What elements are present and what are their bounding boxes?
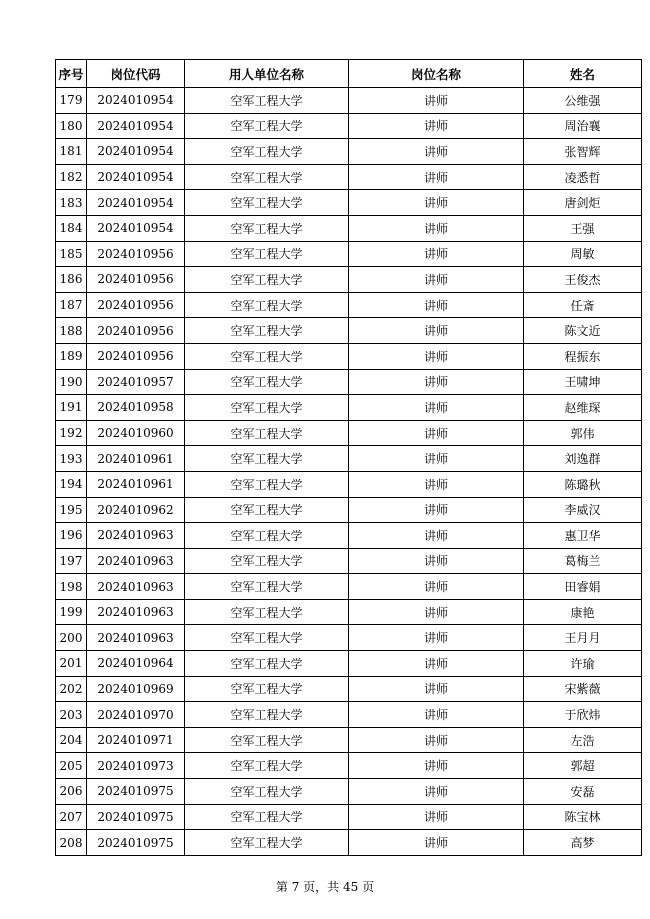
- table-row: [56, 343, 642, 369]
- cell-employer: 空军工程大学: [185, 164, 349, 190]
- cell-employer: 空军工程大学: [185, 292, 349, 318]
- cell-post-code: 2024010975: [87, 804, 185, 830]
- cell-post-code: 2024010954: [87, 190, 185, 216]
- cell-seq: 195: [56, 497, 87, 523]
- cell-post-name: 讲师: [349, 88, 524, 114]
- cell-seq: 199: [56, 599, 87, 625]
- header-post-name: 岗位名称: [349, 60, 524, 88]
- table-row: [56, 88, 642, 114]
- cell-post-code: 2024010963: [87, 599, 185, 625]
- cell-post-name: 讲师: [349, 574, 524, 600]
- cell-person-name: 陈文近: [524, 318, 642, 344]
- cell-seq: 185: [56, 241, 87, 267]
- cell-post-name: 讲师: [349, 599, 524, 625]
- cell-post-name: 讲师: [349, 113, 524, 139]
- table-row: [56, 318, 642, 344]
- cell-employer: 空军工程大学: [185, 471, 349, 497]
- table-row: [56, 267, 642, 293]
- cell-post-name: 讲师: [349, 471, 524, 497]
- cell-employer: 空军工程大学: [185, 830, 349, 856]
- cell-post-name: 讲师: [349, 753, 524, 779]
- cell-post-name: 讲师: [349, 292, 524, 318]
- cell-employer: 空军工程大学: [185, 88, 349, 114]
- cell-employer: 空军工程大学: [185, 651, 349, 677]
- table-body: [56, 88, 642, 856]
- cell-post-name: 讲师: [349, 318, 524, 344]
- table-row: [56, 446, 642, 472]
- cell-employer: 空军工程大学: [185, 779, 349, 805]
- cell-post-code: 2024010954: [87, 88, 185, 114]
- cell-employer: 空军工程大学: [185, 395, 349, 421]
- table-row: [56, 753, 642, 779]
- cell-employer: 空军工程大学: [185, 702, 349, 728]
- cell-post-code: 2024010975: [87, 830, 185, 856]
- cell-employer: 空军工程大学: [185, 727, 349, 753]
- cell-seq: 203: [56, 702, 87, 728]
- table-row: [56, 599, 642, 625]
- cell-employer: 空军工程大学: [185, 318, 349, 344]
- cell-seq: 198: [56, 574, 87, 600]
- cell-employer: 空军工程大学: [185, 369, 349, 395]
- cell-post-name: 讲师: [349, 446, 524, 472]
- cell-seq: 196: [56, 523, 87, 549]
- cell-seq: 182: [56, 164, 87, 190]
- cell-employer: 空军工程大学: [185, 420, 349, 446]
- cell-post-code: 2024010975: [87, 779, 185, 805]
- cell-seq: 189: [56, 343, 87, 369]
- cell-post-code: 2024010973: [87, 753, 185, 779]
- cell-post-code: 2024010970: [87, 702, 185, 728]
- cell-employer: 空军工程大学: [185, 523, 349, 549]
- table-row: [56, 420, 642, 446]
- table-row: [56, 727, 642, 753]
- table-row: [56, 139, 642, 165]
- cell-post-name: 讲师: [349, 625, 524, 651]
- cell-person-name: 许瑜: [524, 651, 642, 677]
- cell-seq: 200: [56, 625, 87, 651]
- table-row: [56, 369, 642, 395]
- cell-person-name: 王啸坤: [524, 369, 642, 395]
- cell-post-name: 讲师: [349, 369, 524, 395]
- cell-seq: 183: [56, 190, 87, 216]
- cell-person-name: 康艳: [524, 599, 642, 625]
- cell-post-code: 2024010954: [87, 215, 185, 241]
- cell-post-code: 2024010958: [87, 395, 185, 421]
- cell-person-name: 郭伟: [524, 420, 642, 446]
- cell-employer: 空军工程大学: [185, 241, 349, 267]
- cell-post-code: 2024010954: [87, 139, 185, 165]
- cell-employer: 空军工程大学: [185, 625, 349, 651]
- cell-seq: 191: [56, 395, 87, 421]
- cell-seq: 194: [56, 471, 87, 497]
- cell-post-code: 2024010963: [87, 523, 185, 549]
- cell-employer: 空军工程大学: [185, 343, 349, 369]
- cell-person-name: 刘逸群: [524, 446, 642, 472]
- table-row: [56, 523, 642, 549]
- cell-person-name: 王强: [524, 215, 642, 241]
- table-row: [56, 471, 642, 497]
- table-row: [56, 497, 642, 523]
- cell-employer: 空军工程大学: [185, 753, 349, 779]
- cell-post-code: 2024010961: [87, 471, 185, 497]
- cell-person-name: 葛梅兰: [524, 548, 642, 574]
- cell-post-code: 2024010956: [87, 292, 185, 318]
- header-person-name: 姓名: [524, 60, 642, 88]
- cell-post-code: 2024010963: [87, 548, 185, 574]
- cell-person-name: 周敏: [524, 241, 642, 267]
- cell-post-code: 2024010954: [87, 164, 185, 190]
- table-row: [56, 190, 642, 216]
- cell-person-name: 陈璐秋: [524, 471, 642, 497]
- cell-seq: 202: [56, 676, 87, 702]
- cell-person-name: 左浩: [524, 727, 642, 753]
- cell-post-code: 2024010964: [87, 651, 185, 677]
- candidate-table: [55, 59, 642, 856]
- cell-seq: 190: [56, 369, 87, 395]
- table-header-row: [56, 60, 642, 88]
- table-row: [56, 804, 642, 830]
- table-row: [56, 625, 642, 651]
- table-row: [56, 702, 642, 728]
- cell-seq: 188: [56, 318, 87, 344]
- cell-post-code: 2024010961: [87, 446, 185, 472]
- cell-employer: 空军工程大学: [185, 574, 349, 600]
- cell-person-name: 于欣炜: [524, 702, 642, 728]
- cell-post-code: 2024010971: [87, 727, 185, 753]
- cell-seq: 193: [56, 446, 87, 472]
- cell-employer: 空军工程大学: [185, 676, 349, 702]
- cell-post-name: 讲师: [349, 651, 524, 677]
- cell-post-code: 2024010954: [87, 113, 185, 139]
- cell-seq: 184: [56, 215, 87, 241]
- table-row: [56, 292, 642, 318]
- cell-post-name: 讲师: [349, 343, 524, 369]
- cell-post-name: 讲师: [349, 164, 524, 190]
- cell-employer: 空军工程大学: [185, 548, 349, 574]
- table-row: [56, 241, 642, 267]
- cell-person-name: 安磊: [524, 779, 642, 805]
- cell-post-name: 讲师: [349, 420, 524, 446]
- cell-post-name: 讲师: [349, 702, 524, 728]
- cell-post-code: 2024010969: [87, 676, 185, 702]
- cell-person-name: 陈宝林: [524, 804, 642, 830]
- cell-post-code: 2024010956: [87, 318, 185, 344]
- cell-seq: 187: [56, 292, 87, 318]
- cell-person-name: 周治襄: [524, 113, 642, 139]
- cell-post-name: 讲师: [349, 139, 524, 165]
- cell-seq: 207: [56, 804, 87, 830]
- cell-post-name: 讲师: [349, 241, 524, 267]
- cell-post-name: 讲师: [349, 727, 524, 753]
- cell-post-name: 讲师: [349, 190, 524, 216]
- cell-seq: 179: [56, 88, 87, 114]
- cell-person-name: 唐剑炬: [524, 190, 642, 216]
- table-row: [56, 676, 642, 702]
- page-footer: 第 7 页，共 45 页: [275, 880, 375, 894]
- cell-post-name: 讲师: [349, 523, 524, 549]
- cell-seq: 206: [56, 779, 87, 805]
- cell-post-name: 讲师: [349, 395, 524, 421]
- cell-post-name: 讲师: [349, 497, 524, 523]
- cell-employer: 空军工程大学: [185, 215, 349, 241]
- table-row: [56, 113, 642, 139]
- cell-person-name: 惠卫华: [524, 523, 642, 549]
- header-seq: 序号: [56, 60, 87, 88]
- cell-person-name: 公维强: [524, 88, 642, 114]
- table-row: [56, 779, 642, 805]
- cell-employer: 空军工程大学: [185, 139, 349, 165]
- cell-employer: 空军工程大学: [185, 446, 349, 472]
- table-row: [56, 395, 642, 421]
- cell-employer: 空军工程大学: [185, 497, 349, 523]
- cell-employer: 空军工程大学: [185, 804, 349, 830]
- cell-post-name: 讲师: [349, 779, 524, 805]
- table-row: [56, 164, 642, 190]
- cell-employer: 空军工程大学: [185, 267, 349, 293]
- table-row: [56, 830, 642, 856]
- cell-person-name: 赵维琛: [524, 395, 642, 421]
- table-row: [56, 651, 642, 677]
- cell-post-code: 2024010956: [87, 343, 185, 369]
- table-row: [56, 548, 642, 574]
- cell-employer: 空军工程大学: [185, 113, 349, 139]
- cell-post-name: 讲师: [349, 676, 524, 702]
- cell-person-name: 凌悉哲: [524, 164, 642, 190]
- cell-post-name: 讲师: [349, 804, 524, 830]
- cell-employer: 空军工程大学: [185, 599, 349, 625]
- cell-person-name: 王月月: [524, 625, 642, 651]
- cell-post-code: 2024010962: [87, 497, 185, 523]
- cell-seq: 180: [56, 113, 87, 139]
- cell-employer: 空军工程大学: [185, 190, 349, 216]
- cell-post-name: 讲师: [349, 830, 524, 856]
- cell-post-code: 2024010957: [87, 369, 185, 395]
- cell-seq: 197: [56, 548, 87, 574]
- cell-post-code: 2024010960: [87, 420, 185, 446]
- table-row: [56, 215, 642, 241]
- cell-seq: 205: [56, 753, 87, 779]
- cell-person-name: 任斎: [524, 292, 642, 318]
- cell-person-name: 程振东: [524, 343, 642, 369]
- cell-seq: 181: [56, 139, 87, 165]
- cell-seq: 204: [56, 727, 87, 753]
- cell-post-code: 2024010963: [87, 625, 185, 651]
- cell-post-code: 2024010956: [87, 267, 185, 293]
- cell-person-name: 高梦: [524, 830, 642, 856]
- cell-post-name: 讲师: [349, 548, 524, 574]
- cell-seq: 201: [56, 651, 87, 677]
- cell-person-name: 宋紫薇: [524, 676, 642, 702]
- cell-seq: 192: [56, 420, 87, 446]
- cell-post-code: 2024010956: [87, 241, 185, 267]
- cell-post-code: 2024010963: [87, 574, 185, 600]
- cell-post-name: 讲师: [349, 215, 524, 241]
- cell-person-name: 张智辉: [524, 139, 642, 165]
- cell-person-name: 郭超: [524, 753, 642, 779]
- cell-person-name: 王俊杰: [524, 267, 642, 293]
- cell-person-name: 田睿娟: [524, 574, 642, 600]
- cell-person-name: 李威汉: [524, 497, 642, 523]
- cell-post-name: 讲师: [349, 267, 524, 293]
- cell-seq: 208: [56, 830, 87, 856]
- table-row: [56, 574, 642, 600]
- header-post-code: 岗位代码: [87, 60, 185, 88]
- cell-seq: 186: [56, 267, 87, 293]
- header-employer: 用人单位名称: [185, 60, 349, 88]
